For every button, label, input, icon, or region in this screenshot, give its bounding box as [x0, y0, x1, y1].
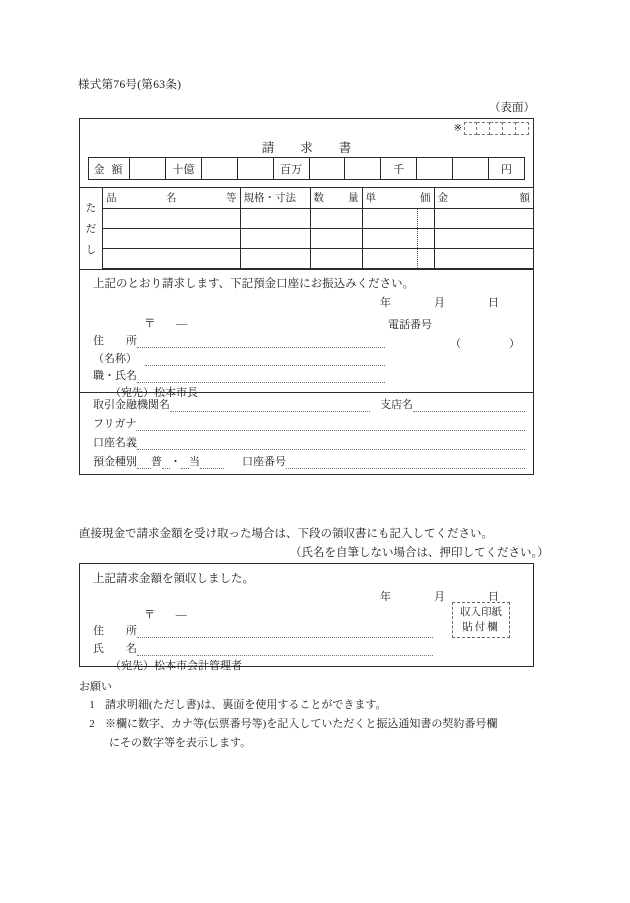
invoice-title: 請求書	[261, 141, 378, 155]
invoice-block	[79, 118, 534, 475]
postal-mark-icon: 〒	[144, 317, 156, 330]
footer-note-item	[79, 716, 549, 732]
bank-account-name-input[interactable]	[137, 438, 525, 450]
reference-mark-icon: ※	[453, 122, 462, 134]
amount-row	[89, 158, 525, 180]
footer-notes-title: お願い	[79, 681, 112, 693]
column-header-quantity	[310, 188, 362, 208]
amount-cell-1[interactable]	[130, 158, 166, 180]
deposit-type-options[interactable]	[137, 453, 224, 469]
column-header-spec: 規格・寸法	[240, 188, 310, 208]
footer-notes-list	[79, 697, 549, 751]
corp-name-field-row[interactable]	[93, 350, 385, 366]
bank-furigana-input[interactable]	[136, 419, 525, 431]
footer-notes	[79, 678, 549, 751]
revenue-stamp-box[interactable]	[452, 602, 510, 638]
corp-name-input[interactable]	[145, 354, 385, 366]
cash-receipt-note: 直接現金で請求金額を受け取った場合は、下段の領収書にも記入してください。	[79, 528, 493, 540]
bank-institution-label: 取引金融機関名	[93, 398, 170, 411]
amount-cell-6[interactable]	[309, 158, 345, 180]
telephone-field[interactable]	[450, 335, 520, 351]
bank-deposit-type-label: 預金種別	[93, 455, 137, 468]
receipt-name-label: 氏 名	[93, 643, 137, 655]
footer-note-item	[79, 697, 549, 713]
bank-account-number-input[interactable]	[286, 457, 525, 469]
col-qty-right: 量	[348, 193, 359, 205]
footer-note-continuation: にその数字等を表示します。	[109, 737, 252, 749]
corp-name-label: （名称）	[93, 352, 137, 365]
items-table	[103, 188, 533, 269]
footer-note-text: ※欄に数字、カナ等(伝票番号等)を記入していただくと振込通知書の契約番号欄	[105, 718, 498, 730]
item-cell-qty[interactable]	[310, 228, 362, 248]
seal-note: （氏名を自筆しない場合は、押印してください。）	[290, 547, 549, 559]
col-name-left: 品	[106, 193, 117, 205]
reference-cell-4[interactable]	[503, 122, 516, 135]
item-cell-qty[interactable]	[310, 248, 362, 268]
bank-account-name-label: 口座名義	[93, 436, 137, 449]
revenue-stamp-line1: 収入印紙	[460, 607, 502, 618]
address-input[interactable]	[137, 336, 385, 348]
col-qty-left: 数	[313, 193, 324, 205]
bank-institution-row[interactable]	[93, 396, 525, 412]
item-cell-qty[interactable]	[310, 208, 362, 228]
deposit-type-option-touza[interactable]: 当	[189, 455, 200, 468]
item-cell-price[interactable]	[362, 248, 434, 268]
receipt-date-line[interactable]: 年 月 日	[380, 591, 515, 603]
bank-account-number-label: 口座番号	[242, 455, 286, 468]
page-side-label: （表面）	[489, 102, 535, 114]
tadashi-char-1: た	[85, 202, 97, 214]
bank-deposit-type-row[interactable]	[93, 453, 525, 469]
amount-label-cell: 金 額	[89, 158, 130, 180]
receipt-address-input[interactable]	[137, 626, 433, 638]
item-cell-name[interactable]	[103, 208, 240, 228]
amount-cell-7[interactable]	[345, 158, 381, 180]
item-cell-price[interactable]	[362, 208, 434, 228]
payer-block	[80, 269, 533, 399]
bank-account-name-row[interactable]	[93, 434, 525, 450]
table-row[interactable]	[103, 248, 533, 268]
receipt-postal-dash: —	[175, 609, 187, 621]
receipt-name-input[interactable]	[137, 644, 433, 656]
item-cell-name[interactable]	[103, 228, 240, 248]
item-cell-price[interactable]	[362, 228, 434, 248]
amount-table	[88, 157, 525, 180]
receipt-statement: 上記請求金額を領収しました。	[93, 573, 254, 585]
footer-note-number: 1	[89, 699, 95, 711]
bank-block	[80, 392, 533, 474]
postal-dash: —	[176, 317, 188, 330]
invoice-date-line[interactable]: 年 月 日	[380, 296, 515, 309]
item-cell-amount[interactable]	[434, 208, 533, 228]
title-name-label: 職・氏名	[93, 369, 137, 382]
reference-cell-3[interactable]	[490, 122, 503, 135]
col-name-mid: 名	[166, 193, 177, 205]
footer-note-number: 2	[89, 718, 95, 730]
reference-number-row	[80, 119, 533, 139]
reference-cell-5[interactable]	[516, 122, 529, 135]
amount-cell-2[interactable]: 十億	[165, 158, 201, 180]
amount-cell-4[interactable]	[237, 158, 273, 180]
receipt-postal-code-field[interactable]	[144, 606, 187, 622]
bank-branch-input[interactable]	[413, 400, 525, 412]
items-body[interactable]	[103, 208, 533, 268]
receipt-address-label: 住 所	[93, 625, 137, 637]
amount-grid-wrapper	[80, 157, 533, 187]
item-cell-spec[interactable]	[240, 248, 310, 268]
amount-cell-10[interactable]	[453, 158, 489, 180]
tel-paren-close: ）	[509, 337, 520, 350]
tadashi-char-2: だ	[85, 223, 97, 235]
reference-number-group	[454, 122, 529, 135]
title-name-field-row[interactable]	[93, 367, 385, 383]
bank-furigana-label: フリガナ	[93, 417, 137, 430]
item-cell-spec[interactable]	[240, 228, 310, 248]
tel-paren-open: （	[450, 337, 461, 350]
col-name-right: 等	[226, 193, 237, 205]
address-label: 住 所	[93, 334, 137, 347]
bank-institution-input[interactable]	[170, 400, 370, 412]
tadashi-label-column	[80, 188, 103, 269]
item-cell-amount[interactable]	[434, 228, 533, 248]
deposit-type-option-futsu[interactable]: 普	[151, 455, 162, 468]
receipt-block	[79, 563, 534, 672]
col-price-left: 単	[365, 193, 376, 205]
items-header-row	[103, 188, 533, 208]
reference-number-cells[interactable]	[464, 122, 529, 135]
bank-furigana-row[interactable]	[93, 415, 525, 431]
amount-cell-3[interactable]	[201, 158, 237, 180]
address-field-row[interactable]	[93, 332, 385, 348]
item-cell-amount[interactable]	[434, 248, 533, 268]
table-row[interactable]	[103, 208, 533, 228]
postal-code-field[interactable]	[144, 315, 187, 331]
tadashi-char-3: し	[85, 244, 97, 256]
reference-cell-1[interactable]	[464, 122, 477, 135]
receipt-name-row[interactable]	[93, 640, 433, 656]
title-name-input[interactable]	[137, 371, 385, 383]
revenue-stamp-line2: 貼付欄	[462, 622, 500, 633]
footer-note-text: 請求明細(ただし書)は、裏面を使用することができます。	[105, 699, 387, 711]
column-header-unit-price	[362, 188, 434, 208]
invoice-addressee: （宛先）松本市長	[110, 386, 198, 399]
amount-cell-11[interactable]: 円	[489, 158, 525, 180]
bank-branch-label: 支店名	[380, 398, 413, 411]
amount-cell-8[interactable]: 千	[381, 158, 417, 180]
col-amount-right: 額	[519, 193, 530, 205]
invoice-statement: 上記のとおり請求します、下記預金口座にお振込みください。	[93, 277, 415, 290]
deposit-type-separator: ・	[170, 455, 181, 468]
reference-cell-2[interactable]	[477, 122, 490, 135]
col-price-right: 価	[420, 193, 431, 205]
item-cell-spec[interactable]	[240, 208, 310, 228]
form-number: 様式第76号(第63条)	[78, 79, 182, 91]
receipt-address-row[interactable]	[93, 622, 433, 638]
receipt-postal-mark-icon: 〒	[144, 609, 155, 621]
telephone-label: 電話番号	[388, 318, 432, 331]
column-header-amount	[434, 188, 533, 208]
amount-cell-9[interactable]	[417, 158, 453, 180]
col-amount-left: 金	[437, 193, 448, 205]
receipt-addressee: （宛先）松本市会計管理者	[110, 660, 242, 672]
table-row[interactable]	[103, 228, 533, 248]
column-header-item-name	[103, 188, 240, 208]
item-cell-name[interactable]	[103, 248, 240, 268]
amount-cell-5[interactable]: 百万	[273, 158, 309, 180]
items-block	[80, 187, 533, 269]
